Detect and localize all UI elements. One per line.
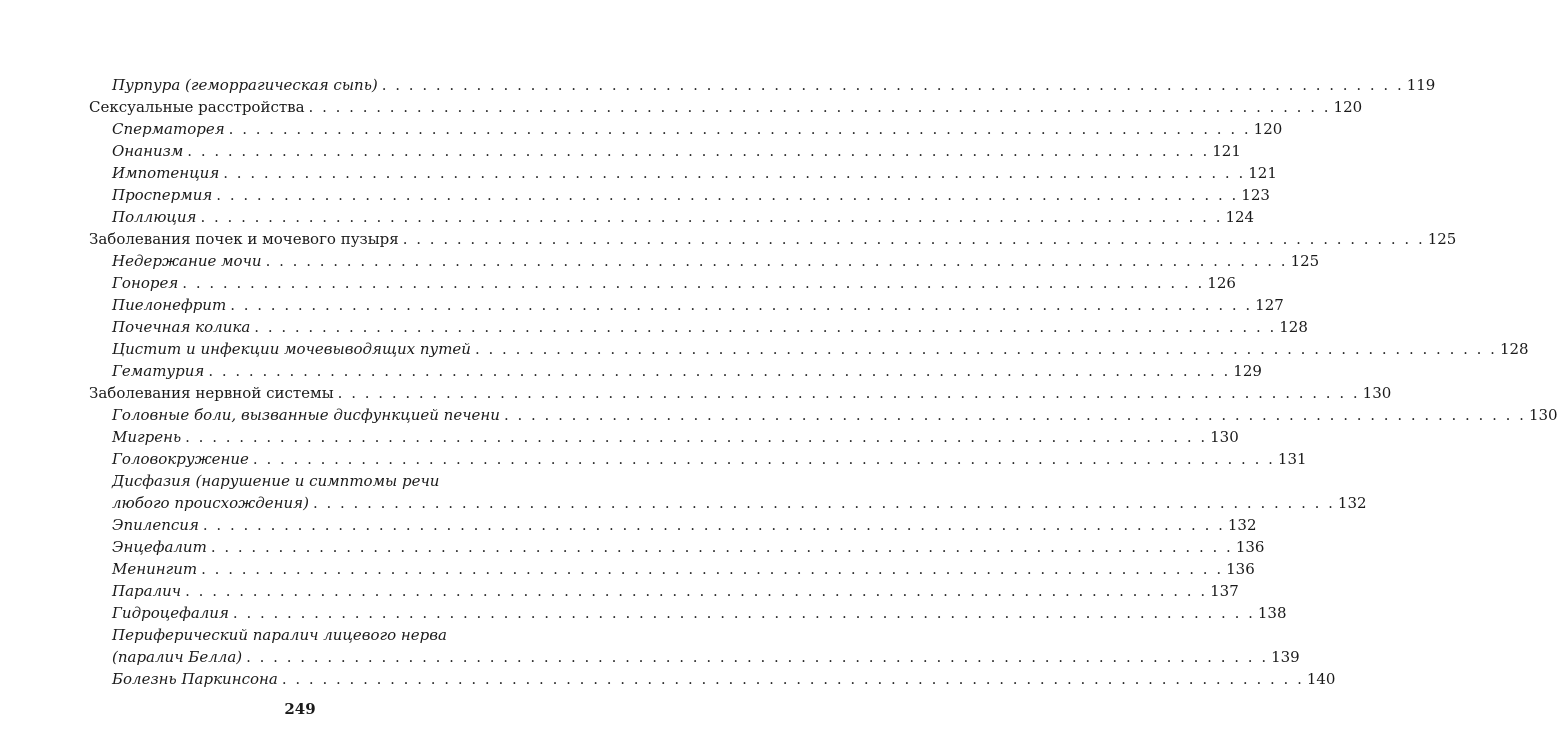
toc-entry-title: Цистит и инфекции мочевыводящих путей [112, 340, 471, 358]
page-number: 249 [284, 700, 316, 718]
toc-leader-dots [203, 514, 1225, 536]
toc-leader-dots [338, 382, 1360, 404]
toc-entry [112, 140, 1241, 162]
toc-entry-title: Поллюция [112, 208, 197, 226]
toc-entry [112, 448, 1307, 470]
toc-entry [112, 580, 1239, 602]
toc-entry-page: 139 [1271, 648, 1300, 666]
toc-entry-page: 128 [1499, 340, 1529, 358]
toc-leader-dots [211, 536, 1233, 558]
toc-entry-page: 130 [1528, 406, 1558, 424]
toc-entry-title: Паралич [112, 582, 182, 600]
toc-entry-title: Проспермия [112, 186, 213, 204]
toc-entry-title: Головные боли, вызванные дисфункцией печени [112, 406, 500, 424]
toc-entry [112, 118, 1283, 140]
toc-entry-title: Онанизм [112, 142, 184, 160]
toc-entry [112, 338, 1529, 360]
toc-leader-dots [229, 118, 1251, 140]
toc-entry-title: Болезнь Паркинсона [112, 670, 278, 688]
toc-leader-dots [504, 404, 1526, 426]
toc-section [89, 228, 1457, 250]
toc-entry-page: 136 [1226, 560, 1255, 578]
toc-entry [112, 184, 1270, 206]
toc-leader-dots [403, 228, 1425, 250]
toc-entry-page: 132 [1337, 494, 1367, 512]
toc-entry-title: Головокружение [112, 450, 249, 468]
toc-entry-title: (паралич Белла) [112, 648, 243, 666]
toc-section-page: 125 [1427, 230, 1457, 248]
toc-leader-dots [266, 250, 1288, 272]
toc-entry [112, 360, 1262, 382]
toc-entry [112, 250, 1320, 272]
toc-section-page: 120 [1333, 98, 1363, 116]
toc-entry [112, 668, 1336, 690]
toc-entry-title: любого происхождения) [112, 494, 309, 512]
toc-entry [112, 470, 484, 492]
toc-leader-dots [246, 646, 1268, 668]
toc-entry-title: Импотенция [112, 164, 220, 182]
toc-entry-title: Гематурия [112, 362, 205, 380]
toc-leader-dots [216, 184, 1238, 206]
toc-leader-dots [185, 426, 1207, 448]
toc-leader-dots [185, 580, 1207, 602]
toc-entry-page: 120 [1253, 120, 1283, 138]
toc-entry [112, 492, 1367, 514]
toc-leader-dots [253, 448, 1275, 470]
toc-entry-title: Энцефалит [112, 538, 207, 556]
toc-entry-page: 138 [1257, 604, 1287, 622]
toc-leader-dots [201, 558, 1223, 580]
toc-leader-dots [309, 96, 1331, 118]
toc-entry-page: 125 [1290, 252, 1320, 270]
toc-entry-page: 137 [1210, 582, 1239, 600]
toc-entry-page: 130 [1210, 428, 1239, 446]
toc-section-title: Заболевания нервной системы [89, 384, 334, 402]
toc-entry [112, 162, 1277, 184]
toc-entry-page: 121 [1248, 164, 1277, 182]
toc-entry-title: Сперматорея [112, 120, 225, 138]
toc-entry-title: Менингит [112, 560, 198, 578]
toc-entry-page: 119 [1406, 76, 1436, 94]
toc-entry [112, 558, 1255, 580]
toc-entry-title: Почечная колика [112, 318, 251, 336]
toc-leader-dots [187, 140, 1209, 162]
toc-entry [112, 426, 1239, 448]
toc-entry [112, 272, 1236, 294]
toc-entry [112, 294, 1284, 316]
toc-entry [112, 602, 1287, 624]
toc-entry [112, 646, 1300, 668]
toc-entry [112, 536, 1265, 558]
toc-entry [112, 316, 1308, 338]
toc-section-title: Сексуальные расстройства [89, 98, 305, 116]
toc-leader-dots [182, 272, 1204, 294]
toc-entry [112, 624, 484, 646]
toc-entry-title: Мигрень [112, 428, 182, 446]
toc-entry-page: 129 [1233, 362, 1262, 380]
toc-entry-page: 127 [1255, 296, 1284, 314]
toc-entry-page: 132 [1227, 516, 1257, 534]
toc-entry-page: 124 [1225, 208, 1255, 226]
toc-entry-page: 131 [1277, 450, 1307, 468]
toc-leader-dots [233, 602, 1255, 624]
toc-leader-dots [313, 492, 1335, 514]
toc-leader-dots [254, 316, 1276, 338]
toc-section-title: Заболевания почек и мочевого пузыря [89, 230, 399, 248]
toc-leader-dots [200, 206, 1222, 228]
toc-entry-page: 123 [1241, 186, 1270, 204]
toc-entry-page: 126 [1207, 274, 1236, 292]
toc-leader-dots [223, 162, 1245, 184]
toc-leader-dots [475, 338, 1497, 360]
toc-entry-page: 140 [1306, 670, 1336, 688]
toc-leader-dots [230, 294, 1252, 316]
toc-entry [112, 404, 1558, 426]
toc-entry-title: Пурпура (геморрагическая сыпь) [112, 76, 378, 94]
toc-entry [112, 206, 1255, 228]
toc-section [89, 96, 1363, 118]
toc-entry-title: Пиелонефрит [112, 296, 227, 314]
toc-leader-dots [282, 668, 1304, 690]
toc-entry-page: 121 [1212, 142, 1241, 160]
toc-entry [112, 514, 1257, 536]
toc-leader-dots [382, 74, 1404, 96]
toc-entry-title: Недержание мочи [112, 252, 262, 270]
toc-entry-title: Дисфазия (нарушение и симптомы речи [112, 472, 440, 490]
toc-entry-title: Эпилепсия [112, 516, 199, 534]
toc-section [89, 382, 1392, 404]
toc-leader-dots [208, 360, 1230, 382]
toc-entry-title: Гидроцефалия [112, 604, 229, 622]
toc-entry-title: Гонорея [112, 274, 179, 292]
toc-entry-page: 128 [1279, 318, 1308, 336]
toc-entry-page: 136 [1235, 538, 1265, 556]
toc-section-page: 130 [1362, 384, 1392, 402]
toc-entry [112, 74, 1436, 96]
toc-entry-title: Периферический паралич лицевого нерва [112, 626, 447, 644]
